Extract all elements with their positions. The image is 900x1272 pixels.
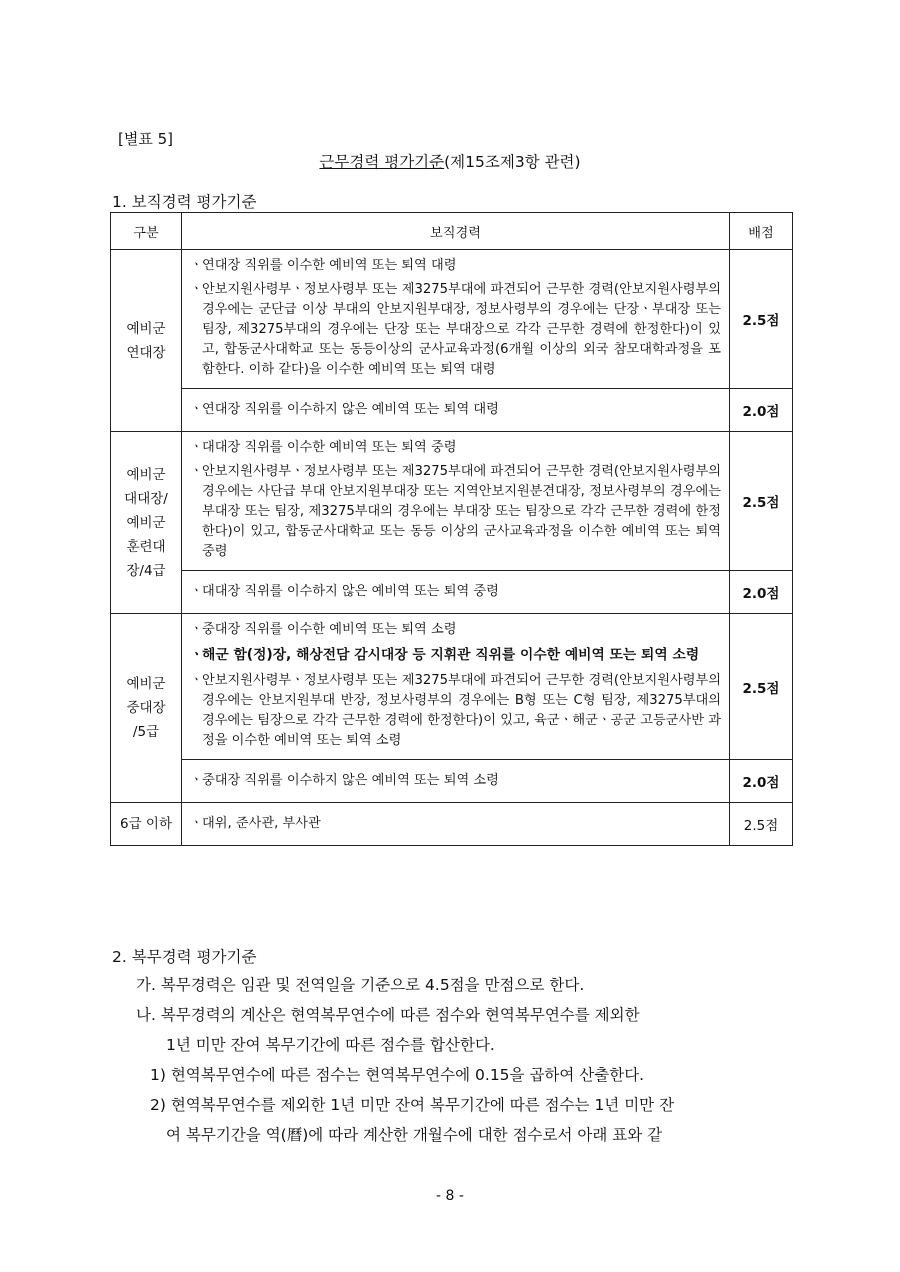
category-cell: 예비군 연대장: [111, 250, 182, 432]
bullet-marker: ㆍ: [190, 464, 203, 479]
table-row: [111, 571, 793, 614]
experience-item: [190, 400, 721, 420]
document-title-suffix: (제15조제3항 관련): [444, 153, 581, 171]
bullet-marker: ㆍ: [190, 673, 203, 688]
bullet-marker: ㆍ: [190, 647, 204, 663]
experience-item-text: 중대장 직위를 이수한 예비역 또는 퇴역 소령: [202, 622, 457, 637]
header-category: 구분: [111, 213, 182, 250]
experience-item-text: 안보지원사령부ㆍ정보사령부 또는 제3275부대에 파견되어 근무한 경력(안보지원사령부의 경우에는 사단급 부대 안보지원부대장 또는 지역안보지원분견대장, 정보사령부의 경우에는 부대장 또는 팀장, 제3275부대의 경우에는 부대장 또는 팀장으로 각각 근무한 경력에 한정한다)이 있고, 합동군사대학교 또는 동등 이상의 군사교육과정을 이수한 예비역 또는 퇴역 중령: [202, 464, 721, 559]
experience-cell: [182, 250, 730, 389]
experience-item-text: 대대장 직위를 이수한 예비역 또는 퇴역 중령: [202, 440, 457, 455]
table-row: [111, 432, 793, 571]
experience-item: [190, 438, 721, 458]
section2-heading: 2. 복무경력 평가기준: [112, 948, 257, 966]
score-cell: 2.5점: [730, 250, 793, 389]
bullet-marker: ㆍ: [190, 622, 203, 637]
bullet-marker: ㆍ: [190, 282, 203, 297]
paragraph-na-line1: 나. 복무경력의 계산은 현역복무연수에 따른 점수와 현역복무연수를 제외한: [136, 1006, 640, 1024]
bullet-marker: ㆍ: [190, 402, 203, 417]
table-body: [111, 250, 793, 846]
table-row: [111, 389, 793, 432]
bullet-marker: ㆍ: [190, 816, 203, 831]
category-cell: 6급 이하: [111, 803, 182, 846]
score-cell: 2.0점: [730, 389, 793, 432]
bullet-marker: ㆍ: [190, 584, 203, 599]
document-title-main: 근무경력 평가기준: [319, 153, 445, 171]
experience-item-text: 안보지원사령부ㆍ정보사령부 또는 제3275부대에 파견되어 근무한 경력(안보지원사령부의 경우에는 군단급 이상 부대의 안보지원부대장, 정보사령부의 경우에는 단장ㆍ부대장 또는 팀장, 제3275부대의 경우에는 단장 또는 부대장으로 각각 근무한 경력에 한정한다)이 있고, 합동군사대학교 또는 동등이상의 군사교육과정(6개월 이상의 외국 참모대학과정을 포함한다. 이하 같다)을 이수한 예비역 또는 퇴역 대령: [202, 282, 721, 377]
header-score: 배점: [730, 213, 793, 250]
bullet-marker: ㆍ: [190, 440, 203, 455]
paragraph-ga: 가. 복무경력은 임관 및 전역일을 기준으로 4.5점을 만점으로 한다.: [136, 976, 585, 994]
document-title: [0, 150, 900, 172]
table-header-row: [111, 213, 793, 250]
experience-item-text: 연대장 직위를 이수하지 않은 예비역 또는 퇴역 대령: [202, 402, 499, 417]
section1-heading: 1. 보직경력 평가기준: [112, 193, 257, 211]
experience-item: [190, 771, 721, 791]
experience-cell: [182, 803, 730, 846]
experience-cell: [182, 571, 730, 614]
paragraph-2-line2: 여 복무기간을 역(曆)에 따라 계산한 개월수에 대한 점수로서 아래 표와 같: [166, 1126, 663, 1144]
table-row: [111, 614, 793, 760]
table-row: [111, 803, 793, 846]
paragraph-1: 1) 현역복무연수에 따른 점수는 현역복무연수에 0.15을 곱하여 산출한다.: [150, 1066, 645, 1084]
experience-item: [190, 280, 721, 380]
bullet-marker: ㆍ: [190, 773, 203, 788]
experience-cell: [182, 614, 730, 760]
experience-item-text: 대위, 준사관, 부사관: [202, 816, 321, 831]
experience-cell: [182, 432, 730, 571]
score-cell: 2.5점: [730, 614, 793, 760]
experience-item: [190, 644, 721, 667]
paragraph-2-line1: 2) 현역복무연수를 제외한 1년 미만 잔여 복무기간에 따른 점수는 1년 미만 잔: [150, 1096, 675, 1114]
experience-item-text: 연대장 직위를 이수한 예비역 또는 퇴역 대령: [202, 258, 457, 273]
table-row: [111, 250, 793, 389]
score-cell: 2.0점: [730, 760, 793, 803]
category-cell: 예비군 대대장/ 예비군 훈련대 장/4급: [111, 432, 182, 614]
bullet-marker: ㆍ: [190, 258, 203, 273]
experience-cell: [182, 760, 730, 803]
category-cell: 예비군 중대장 /5급: [111, 614, 182, 803]
header-experience: 보직경력: [182, 213, 730, 250]
experience-cell: [182, 389, 730, 432]
experience-item: [190, 814, 721, 834]
experience-item: [190, 582, 721, 602]
experience-item: [190, 671, 721, 751]
score-cell: 2.5점: [730, 432, 793, 571]
appendix-label: [별표 5]: [118, 130, 173, 148]
experience-item: [190, 256, 721, 276]
experience-item-text: 대대장 직위를 이수하지 않은 예비역 또는 퇴역 중령: [202, 584, 499, 599]
assignment-career-table: [110, 212, 793, 846]
table-row: [111, 760, 793, 803]
page-number: - 8 -: [436, 1188, 464, 1204]
experience-item-text: 안보지원사령부ㆍ정보사령부 또는 제3275부대에 파견되어 근무한 경력(안보지원사령부의 경우에는 안보지원부대 반장, 정보사령부의 경우에는 B형 또는 C형 팀장, 제3275부대의 경우에는 팀장으로 각각 근무한 경력에 한정한다)이 있고, 육군ㆍ해군ㆍ공군 고등군사반 과정을 이수한 예비역 또는 퇴역 소령: [202, 673, 721, 748]
experience-item: [190, 620, 721, 640]
score-cell: 2.5점: [730, 803, 793, 846]
experience-item-text: 해군 함(정)장, 해상전담 감시대장 등 지휘관 직위를 이수한 예비역 또는 퇴역 소령: [202, 647, 700, 663]
experience-item-text: 중대장 직위를 이수하지 않은 예비역 또는 퇴역 소령: [202, 773, 499, 788]
experience-item: [190, 462, 721, 562]
score-cell: 2.0점: [730, 571, 793, 614]
paragraph-na-line2: 1년 미만 잔여 복무기간에 따른 점수를 합산한다.: [166, 1036, 495, 1054]
